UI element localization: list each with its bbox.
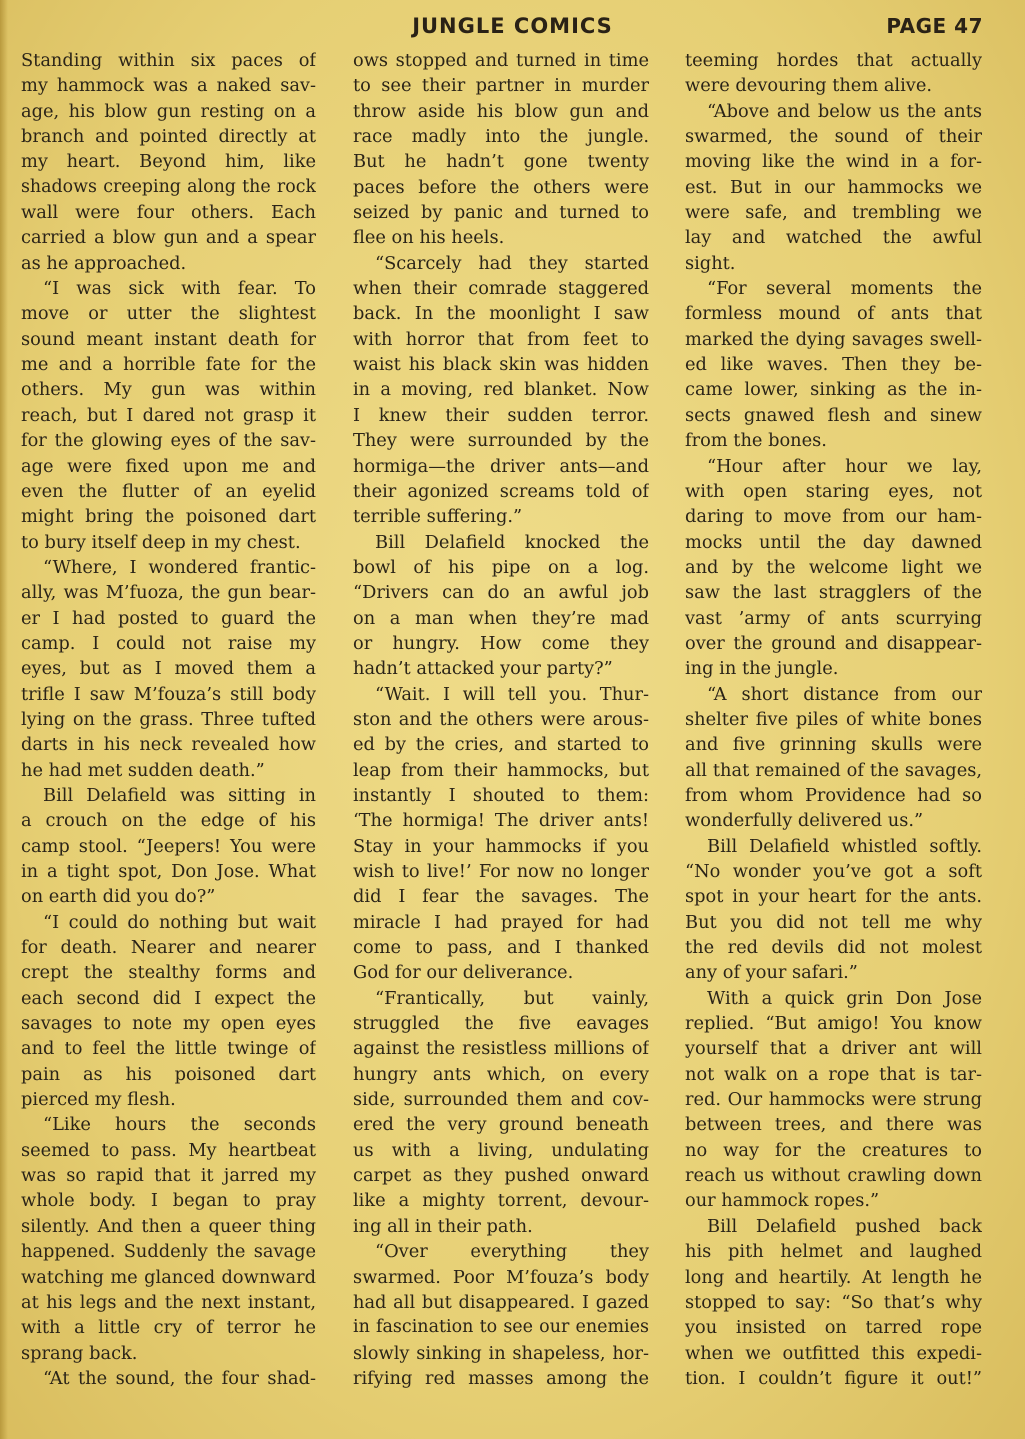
- text-line: for the glowing eyes of the sav-: [21, 430, 316, 452]
- text-line: each second did I expect the: [21, 987, 316, 1009]
- text-line: est. But in our hammocks we: [685, 176, 982, 198]
- text-line: er I had posted to guard the: [21, 607, 316, 629]
- text-line: wonderfully delivered us.”: [685, 810, 924, 832]
- text-line: terrible suffering.”: [353, 506, 523, 528]
- text-line: camp stool. “Jeepers! You were: [21, 835, 316, 857]
- text-line: back. In the moonlight I saw: [353, 303, 649, 325]
- text-line: “Hour after hour we lay,: [707, 455, 982, 477]
- text-line: tion. I couldn’t figure it out!”: [685, 1367, 982, 1389]
- text-line: ed by the cries, and started to: [353, 734, 649, 756]
- text-line: shadows creeping along the rock: [21, 176, 316, 197]
- text-line: moving like the wind in a for-: [685, 151, 982, 173]
- text-line: my heart. Beyond him, like: [21, 151, 316, 173]
- text-line: instantly I shouted to them:: [353, 784, 649, 806]
- page-header: [0, 12, 1025, 42]
- text-line: daring to move from our ham-: [685, 506, 982, 528]
- text-line: “Scarcely had they started: [375, 252, 649, 274]
- text-line: seemed to pass. My heartbeat: [21, 1139, 316, 1161]
- text-line: hungry ants which, on every: [353, 1063, 649, 1085]
- text-line: his pith helmet and laughed: [685, 1241, 982, 1263]
- text-line: ered the very ground beneath: [353, 1114, 649, 1136]
- text-line: might bring the poisoned dart: [21, 506, 316, 528]
- text-line: branch and pointed directly at: [21, 126, 316, 148]
- text-line: waist his black skin was hidden: [353, 354, 649, 376]
- text-line: us with a living, undulating: [353, 1139, 649, 1161]
- text-line: flee on his heels.: [353, 227, 505, 249]
- text-line: hadn’t attacked your party?”: [353, 658, 613, 680]
- text-line: came lower, sinking as the in-: [685, 379, 982, 401]
- text-line: But you did not tell me why: [685, 911, 982, 933]
- text-line: on earth did you do?”: [21, 886, 216, 908]
- text-line: others. My gun was within: [21, 379, 316, 401]
- text-line: were devouring them alive.: [685, 75, 933, 97]
- text-line: “Like hours the seconds: [43, 1114, 316, 1136]
- text-line: with horror that from feet to: [353, 328, 649, 350]
- text-line: as he approached.: [21, 252, 187, 274]
- text-line: eyes, but as I moved them a: [21, 658, 316, 680]
- text-line: Standing within six paces of: [21, 50, 316, 71]
- text-line: seized by panic and turned to: [353, 202, 649, 224]
- text-line: a crouch on the edge of his: [21, 810, 316, 832]
- text-line: not walk on a rope that is tar-: [685, 1063, 982, 1085]
- text-line: swarmed. Poor M’fouza’s body: [353, 1266, 649, 1288]
- text-line: ing all in their path.: [353, 1215, 533, 1237]
- text-line: camp. I could not raise my: [21, 632, 316, 654]
- text-line: “Drivers can do an awful job: [353, 582, 649, 604]
- text-column-middle: [353, 48, 649, 1391]
- text-line: reach, but I dared not grasp it: [21, 404, 316, 426]
- text-line: leap from their hammocks, but: [353, 759, 649, 781]
- text-line: stopped to say: “So that’s why: [685, 1291, 982, 1313]
- text-line: over the ground and disappear-: [685, 632, 982, 654]
- text-line: hormiga—the driver ants—and: [353, 455, 649, 477]
- text-line: carried a blow gun and a spear: [21, 227, 316, 249]
- text-line: to see their partner in murder: [353, 75, 649, 97]
- text-line: and by the welcome light we: [685, 556, 982, 578]
- text-line: Stay in your hammocks if you: [353, 835, 649, 857]
- text-line: watching me glanced downward: [21, 1266, 316, 1288]
- text-line: sects gnawed flesh and sinew: [685, 404, 982, 426]
- text-line: wall were four others. Each: [21, 202, 316, 224]
- text-line: were safe, and trembling we: [685, 202, 982, 224]
- text-line: like a mighty torrent, devour-: [353, 1190, 649, 1212]
- text-line: pierced my flesh.: [21, 1089, 176, 1111]
- text-line: throw aside his blow gun and: [353, 100, 649, 122]
- text-line: when we outfitted this expedi-: [685, 1342, 982, 1364]
- text-line: ‘The hormiga! The driver ants!: [353, 810, 649, 832]
- text-line: our hammock ropes.”: [685, 1190, 880, 1212]
- text-line: you insisted on tarred rope: [685, 1317, 982, 1339]
- text-line: to bury itself deep in my chest.: [21, 531, 301, 553]
- text-line: Bill Delafield pushed back: [707, 1215, 982, 1237]
- text-line: “No wonder you’ve got a soft: [685, 861, 982, 882]
- text-line: paces before the others were: [353, 176, 649, 198]
- text-line: lay and watched the awful: [685, 227, 982, 249]
- text-line: or hungry. How come they: [353, 632, 649, 654]
- text-line: “Over everything they: [375, 1241, 649, 1263]
- text-line: Bill Delafield knocked the: [375, 531, 649, 553]
- text-line: come to pass, and I thanked: [353, 937, 649, 959]
- text-line: between trees, and there was: [685, 1114, 982, 1136]
- text-line: no way for the creatures to: [685, 1139, 982, 1161]
- text-line: teeming hordes that actually: [685, 50, 982, 71]
- text-line: vast ’army of ants scurrying: [685, 607, 982, 629]
- text-line: struggled the five eavages: [353, 1013, 649, 1035]
- text-line: in fascination to see our enemies: [353, 1317, 649, 1338]
- text-line: for death. Nearer and nearer: [21, 937, 316, 959]
- text-line: “Wait. I will tell you. Thur-: [375, 683, 649, 705]
- text-line: “A short distance from our: [707, 683, 982, 705]
- text-line: my hammock was a naked sav-: [21, 75, 316, 97]
- text-line: miracle I had prayed for had: [353, 911, 649, 933]
- text-line: silently. And then a queer thing: [21, 1215, 316, 1237]
- text-line: the red devils did not molest: [685, 937, 982, 959]
- text-line: age, his blow gun resting on a: [21, 100, 316, 122]
- text-line: any of your safari.”: [685, 962, 858, 984]
- text-line: whole body. I began to pray: [21, 1190, 316, 1212]
- magazine-title: JUNGLE COMICS: [412, 14, 613, 38]
- text-line: on a man when they’re mad: [353, 607, 649, 629]
- text-line: ing in the jungle.: [685, 658, 839, 680]
- text-line: reach us without crawling down: [685, 1165, 982, 1187]
- text-line: ows stopped and turned in time: [353, 50, 649, 71]
- text-line: all that remained of the savages,: [685, 759, 982, 781]
- text-line: mocks until the day dawned: [685, 531, 982, 553]
- text-line: from whom Providence had so: [685, 784, 982, 806]
- text-line: long and heartily. At length he: [685, 1266, 982, 1288]
- text-line: against the resistless millions of: [353, 1038, 649, 1060]
- text-line: “Above and below us the ants: [707, 100, 982, 122]
- text-line: in a moving, red blanket. Now: [353, 379, 649, 401]
- text-line: did I fear the savages. The: [353, 886, 649, 908]
- text-line: their agonized screams told of: [353, 480, 649, 502]
- text-line: ed like waves. Then they be-: [685, 354, 982, 376]
- text-line: “I was sick with fear. To: [43, 278, 316, 300]
- text-line: I knew their sudden terror.: [353, 404, 649, 426]
- text-line: red. Our hammocks were strung: [685, 1089, 982, 1111]
- text-line: pain as his poisoned dart: [21, 1063, 316, 1085]
- text-line: God for our deliverance.: [353, 962, 574, 984]
- text-line: “Frantically, but vainly,: [375, 987, 649, 1009]
- text-line: and to feel the little twinge of: [21, 1038, 316, 1060]
- text-line: even the flutter of an eyelid: [21, 480, 316, 502]
- text-line: with a little cry of terror he: [21, 1317, 316, 1339]
- text-line: wish to live!’ For now no longer: [353, 861, 649, 882]
- text-line: sprang back.: [21, 1342, 138, 1364]
- text-line: saw the last stragglers of the: [685, 582, 982, 604]
- page-binding-shadow: [0, 0, 8, 1439]
- text-line: swarmed, the sound of their: [685, 126, 982, 148]
- text-line: But he hadn’t gone twenty: [353, 151, 649, 173]
- text-line: “I could do nothing but wait: [43, 911, 316, 933]
- page-number: PAGE 47: [886, 14, 983, 38]
- text-line: spot in your heart for the ants.: [685, 886, 982, 908]
- text-line: crept the stealthy forms and: [21, 962, 316, 984]
- text-line: lying on the grass. Three tufted: [21, 708, 316, 730]
- text-line: race madly into the jungle.: [353, 126, 649, 148]
- text-line: “At the sound, the four shad-: [43, 1367, 316, 1389]
- text-line: side, surrounded them and cov-: [353, 1089, 649, 1111]
- text-line: darts in his neck revealed how: [21, 734, 316, 756]
- text-line: carpet as they pushed onward: [353, 1165, 649, 1187]
- text-line: marked the dying savages swell-: [685, 328, 982, 350]
- text-line: They were surrounded by the: [353, 430, 649, 452]
- text-line: shelter five piles of white bones: [685, 708, 982, 730]
- text-line: ston and the others were arous-: [353, 708, 649, 730]
- text-line: Bill Delafield was sitting in: [43, 784, 316, 806]
- text-column-right: [685, 48, 982, 1391]
- text-line: age were fixed upon me and: [21, 455, 316, 477]
- text-line: in a tight spot, Don Jose. What: [21, 861, 316, 882]
- text-line: “For several moments the: [707, 278, 982, 300]
- text-column-left: [21, 48, 316, 1391]
- text-line: move or utter the slightest: [21, 303, 316, 325]
- text-line: and five grinning skulls were: [685, 734, 982, 756]
- text-line: had all but disappeared. I gazed: [353, 1291, 649, 1313]
- text-line: sound meant instant death for: [21, 328, 316, 350]
- text-line: rifying red masses among the: [353, 1367, 649, 1389]
- text-line: sight.: [685, 252, 736, 274]
- text-line: Bill Delafield whistled softly.: [707, 835, 982, 857]
- text-line: “Where, I wondered frantic-: [43, 556, 316, 578]
- text-line: savages to note my open eyes: [21, 1013, 316, 1035]
- text-line: when their comrade staggered: [353, 278, 649, 300]
- text-line: bowl of his pipe on a log.: [353, 556, 649, 578]
- text-line: at his legs and the next instant,: [21, 1291, 316, 1313]
- text-line: was so rapid that it jarred my: [21, 1165, 316, 1187]
- text-line: formless mound of ants that: [685, 303, 982, 325]
- text-line: me and a horrible fate for the: [21, 354, 316, 376]
- text-line: he had met sudden death.”: [21, 759, 265, 781]
- text-line: slowly sinking in shapeless, hor-: [353, 1342, 649, 1364]
- text-line: With a quick grin Don Jose: [707, 987, 982, 1009]
- text-line: from the bones.: [685, 430, 827, 452]
- text-line: trifle I saw M’fouza’s still body: [21, 683, 316, 705]
- text-line: yourself that a driver ant will: [685, 1038, 982, 1060]
- text-line: ally, was M’fuoza, the gun bear-: [21, 582, 316, 604]
- text-line: happened. Suddenly the savage: [21, 1241, 316, 1263]
- text-line: with open staring eyes, not: [685, 480, 982, 502]
- text-line: replied. “But amigo! You know: [685, 1013, 982, 1035]
